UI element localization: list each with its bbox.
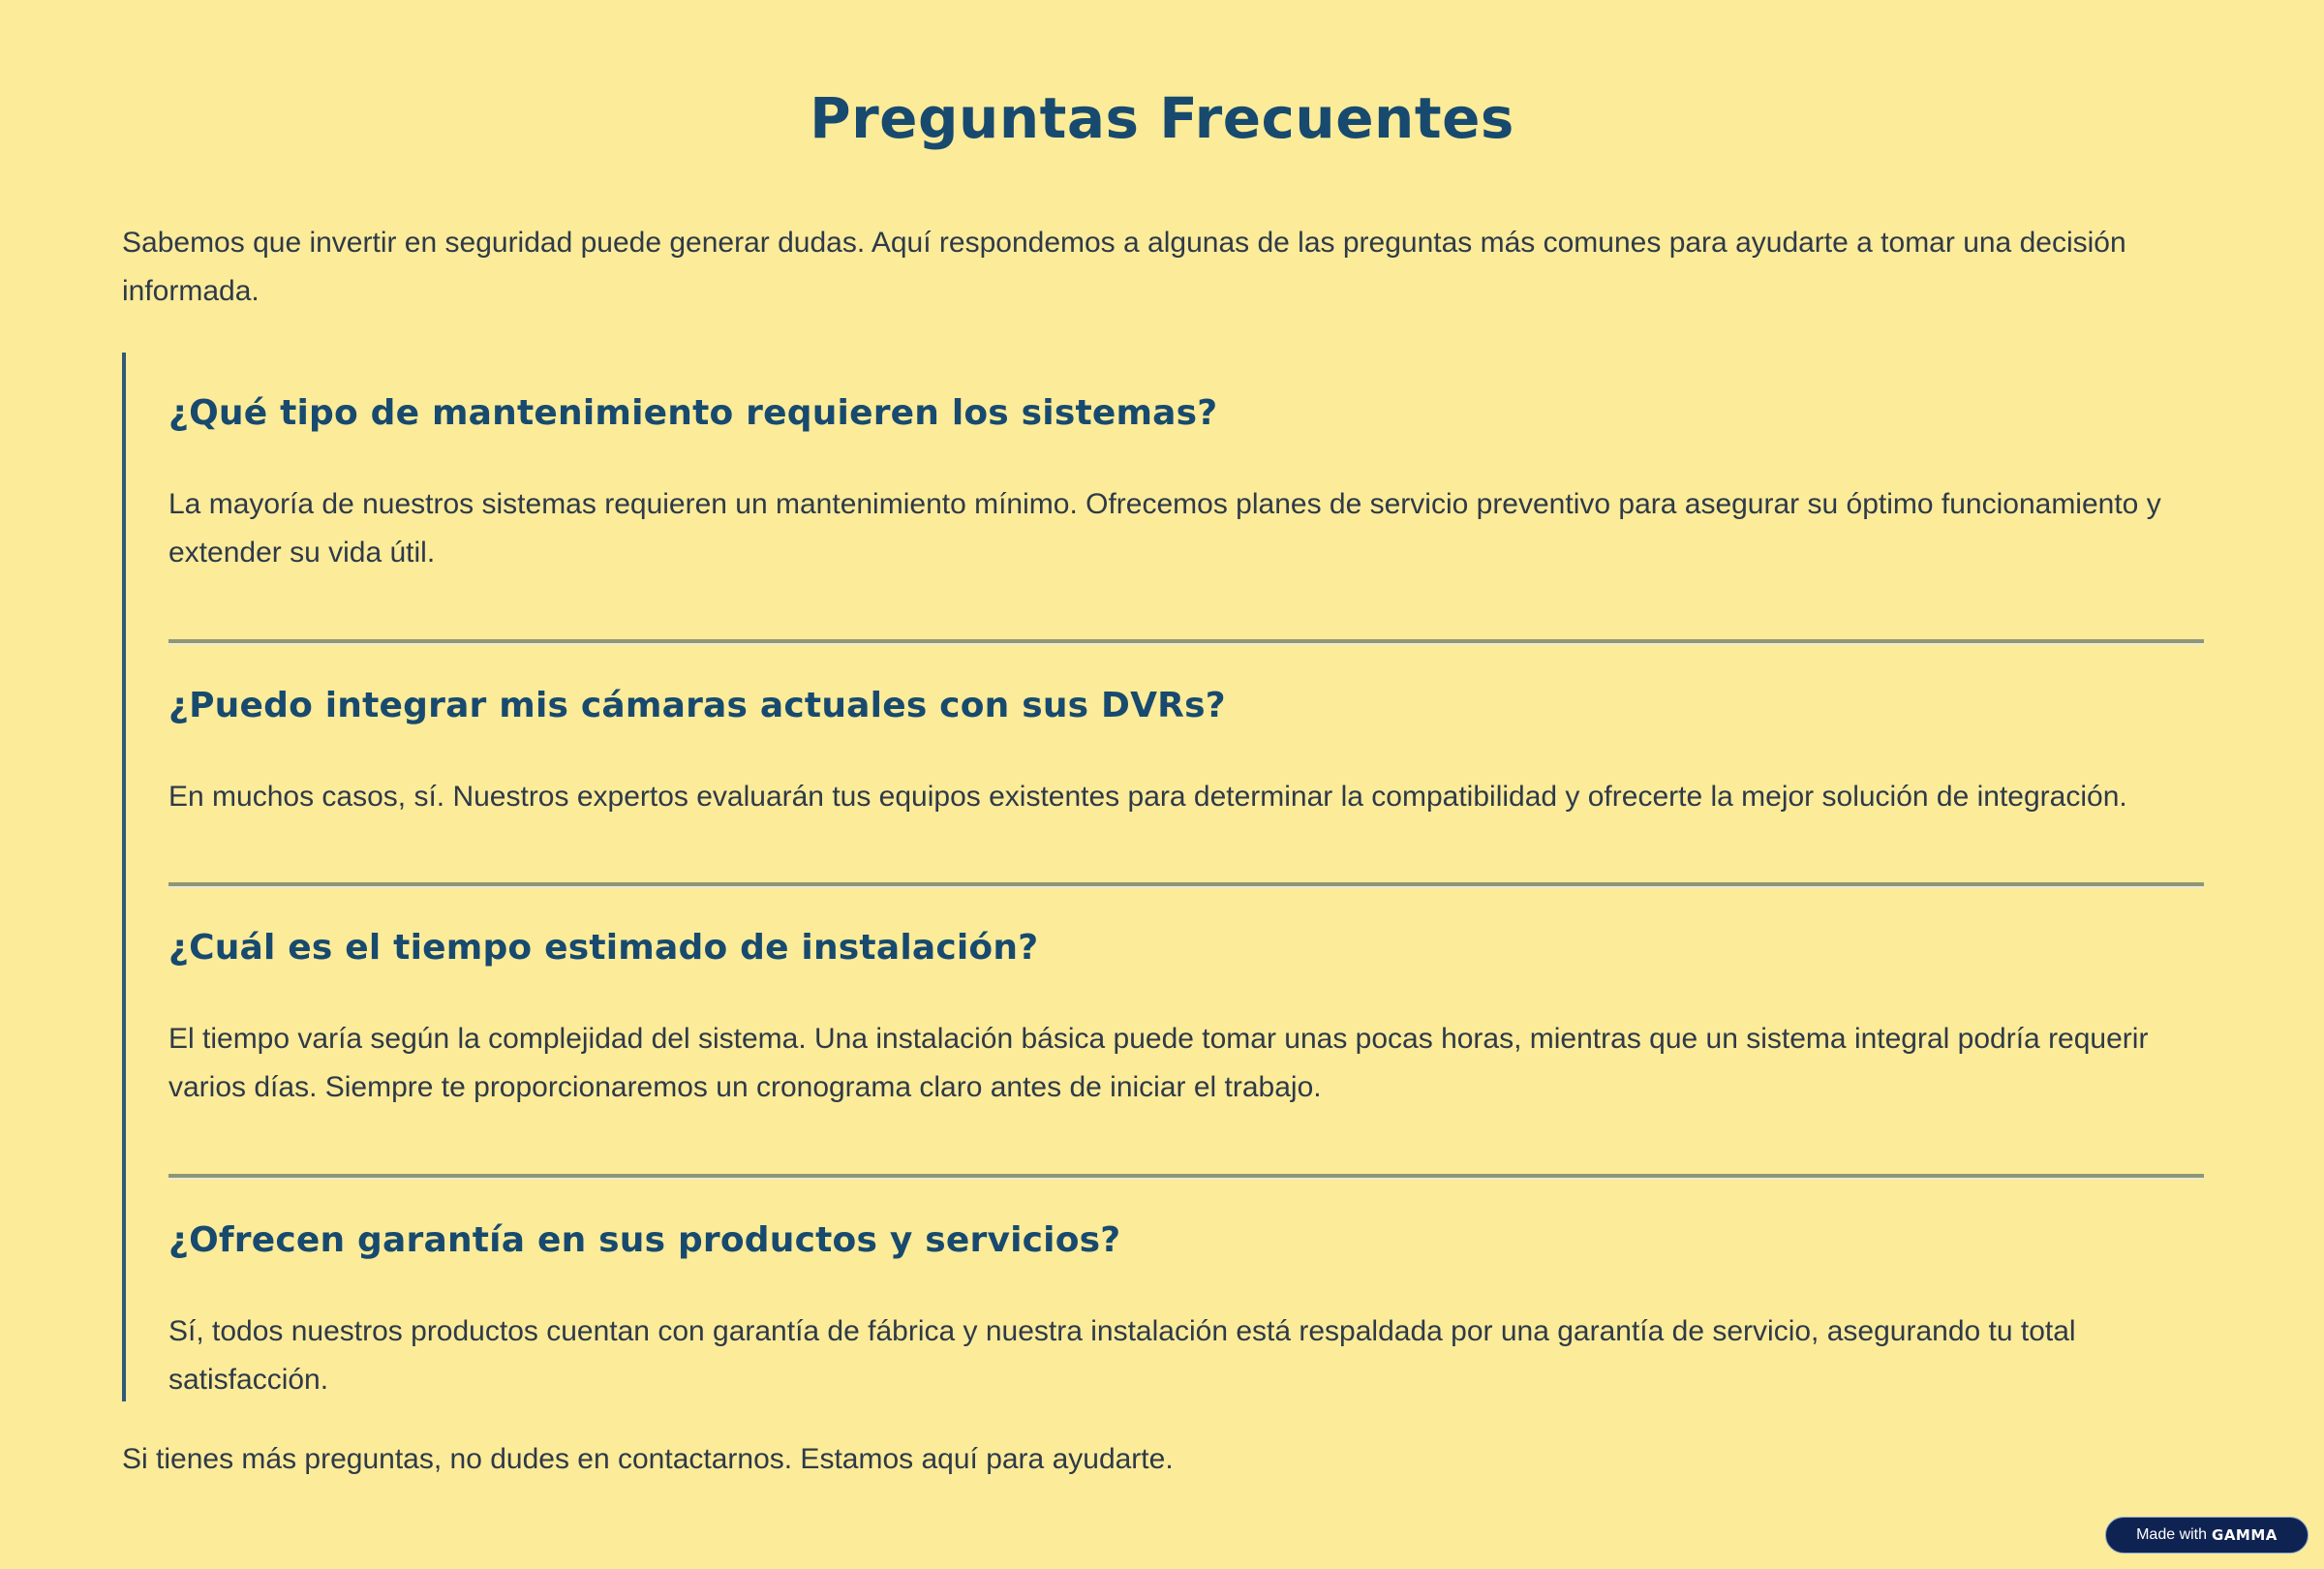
faq-question: ¿Ofrecen garantía en sus productos y servicios? — [168, 1220, 1121, 1260]
faq-question: ¿Puedo integrar mis cámaras actuales con sus DVRs? — [168, 686, 1226, 725]
made-with-gamma-badge[interactable] — [2105, 1517, 2309, 1554]
faq-item — [168, 1216, 2202, 1396]
faq-question: ¿Cuál es el tiempo estimado de instalación? — [168, 928, 1039, 968]
page-title: Preguntas Frecuentes — [810, 85, 1514, 151]
gamma-logo-icon: GAMMA — [2212, 1526, 2278, 1544]
faq-answer: La mayoría de nuestros sistemas requieren un mantenimiento mínimo. Ofrecemos planes de servicio preventivo para asegurar su óptimo funcionamiento y extender su vida útil. — [168, 488, 2161, 569]
faq-item — [168, 389, 2202, 569]
badge-prefix: Made with — [2136, 1526, 2208, 1543]
faq-answer: En muchos casos, sí. Nuestros expertos evaluarán tus equipos existentes para determinar la compatibilidad y ofrecerte la mejor solución de integración. — [168, 781, 2127, 813]
faq-question: ¿Qué tipo de mantenimiento requieren los sistemas? — [168, 393, 1218, 433]
faq-list — [122, 353, 2202, 1401]
faq-divider — [168, 882, 2204, 888]
faq-divider — [168, 639, 2204, 645]
faq-answer: El tiempo varía según la complejidad del sistema. Una instalación básica puede tomar unas pocas horas, mientras que un sistema integral podría requerir varios días. Siempre te proporcionaremos un cronograma claro antes de iniciar el trabajo. — [168, 1023, 2149, 1103]
faq-divider — [168, 1174, 2204, 1180]
closing-paragraph: Si tienes más preguntas, no dudes en contactarnos. Estamos aquí para ayudarte. — [122, 1443, 1174, 1475]
faq-item — [168, 924, 2202, 1103]
faq-answer: Sí, todos nuestros productos cuentan con garantía de fábrica y nuestra instalación está respaldada por una garantía de servicio, asegurando tu total satisfacción. — [168, 1315, 2076, 1396]
intro-paragraph: Sabemos que invertir en seguridad puede generar dudas. Aquí respondemos a algunas de las preguntas más comunes para ayudarte a tomar una decisión informada. — [122, 227, 2126, 307]
faq-item — [168, 682, 2202, 813]
